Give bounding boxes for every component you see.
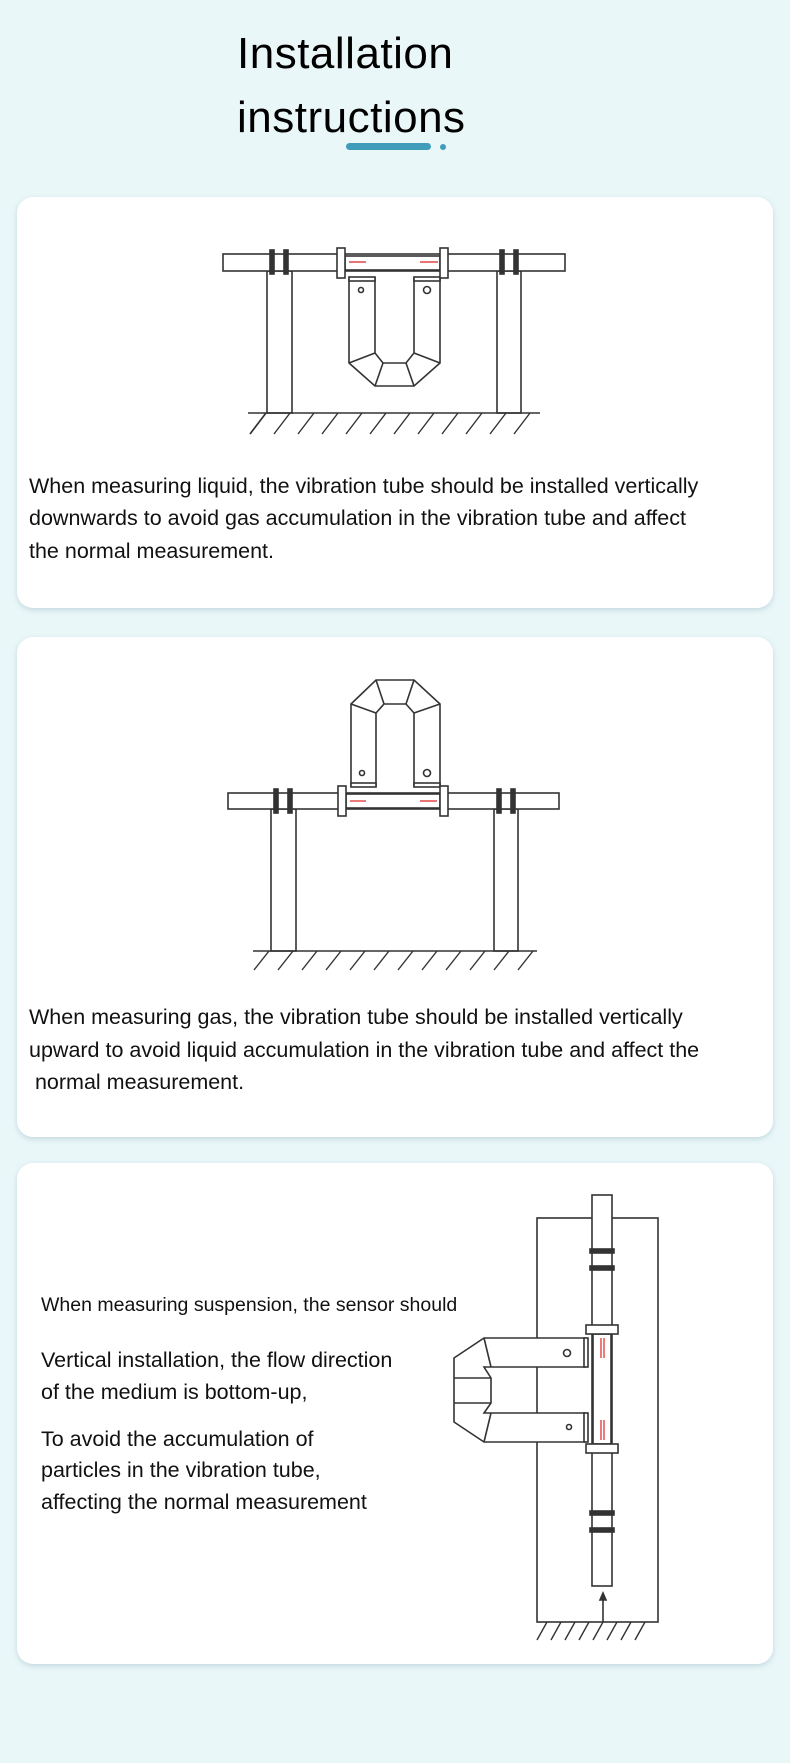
gas-instruction-line-2: upward to avoid liquid accumulation in the vibration tube and affect the — [29, 1038, 700, 1062]
suspension-instruction-line-3: of the medium is bottom-up, — [41, 1380, 308, 1404]
suspension-instruction-line-6: affecting the normal measurement — [41, 1490, 367, 1514]
gas-installation-diagram — [228, 680, 559, 970]
liquid-instruction-line-3: the normal measurement. — [29, 539, 274, 563]
suspension-instruction-line-4: To avoid the accumulation of — [41, 1427, 314, 1451]
suspension-instruction-line-5: particles in the vibration tube, — [41, 1458, 321, 1482]
liquid-installation-diagram — [223, 248, 565, 434]
suspension-installation-diagram — [454, 1195, 658, 1640]
gas-instruction-line-1: When measuring gas, the vibration tube should be installed vertically — [29, 1005, 683, 1029]
liquid-instruction-line-1: When measuring liquid, the vibration tube should be installed vertically — [29, 474, 699, 498]
title-line-1: Installation — [237, 29, 454, 78]
gas-instruction-line-3: normal measurement. — [29, 1070, 245, 1094]
suspension-instruction-line-2: Vertical installation, the flow direction — [41, 1348, 393, 1372]
title-line-2: instructions — [237, 93, 466, 142]
liquid-instruction-line-2: downwards to avoid gas accumulation in the vibration tube and affect — [29, 506, 686, 530]
suspension-instruction-line-1: When measuring suspension, the sensor should — [41, 1294, 458, 1316]
